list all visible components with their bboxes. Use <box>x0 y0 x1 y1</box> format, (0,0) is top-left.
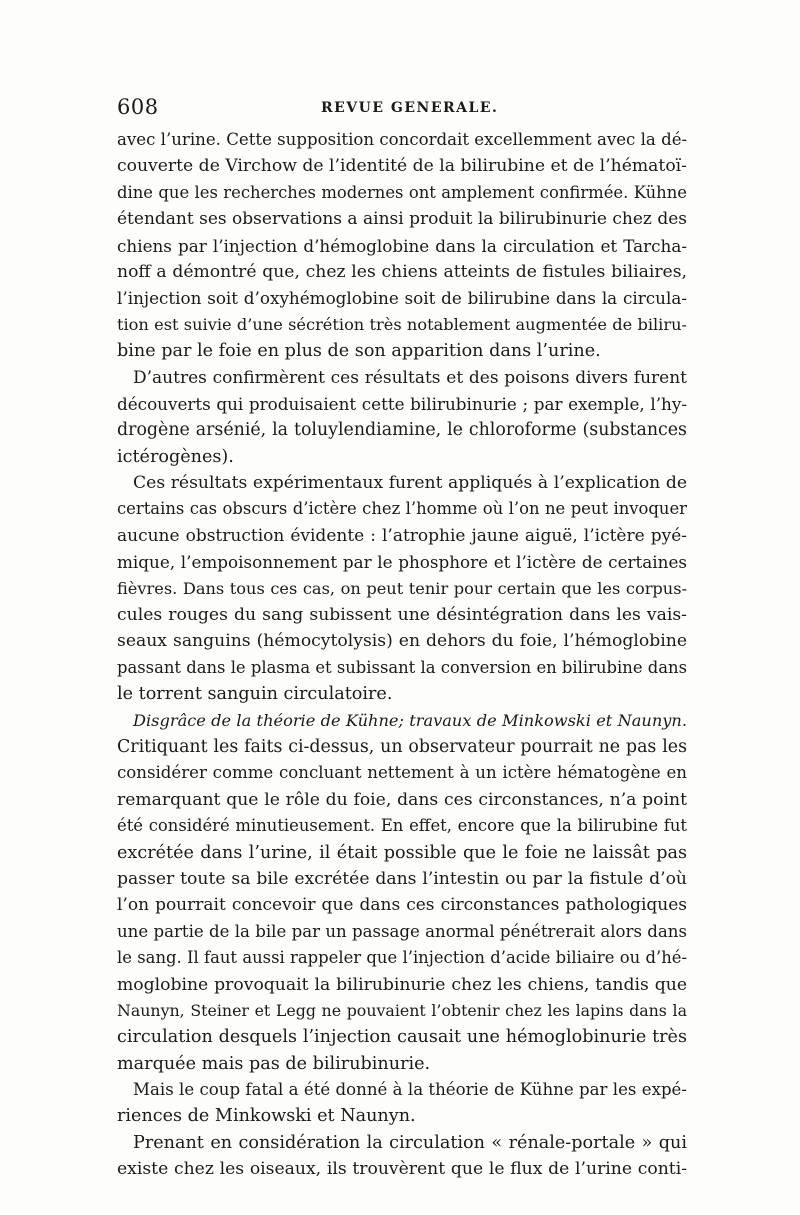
text-line: bine par le foie en plus de son apparition dans l’urine. <box>117 341 601 362</box>
text-line: chiens par l’injection d’hémoglobine dans la circulation et Tarcha- <box>117 235 687 256</box>
page-header <box>117 95 687 123</box>
text-line: seaux sanguins (hémocytolysis) en dehors du foie, l’hémoglobine <box>117 631 687 652</box>
body-text <box>117 127 687 1183</box>
page-number: 608 <box>117 95 159 119</box>
text-line: cules rouges du sang subissent une désintégration dans les vais- <box>117 605 687 626</box>
text-line: circulation desquels l’injection causait une hémoglobinurie très <box>117 1027 687 1048</box>
text-line: excrétée dans l’urine, il était possible que le foie ne laissât pas <box>117 842 687 863</box>
text-line: l’on pourrait concevoir que dans ces circonstances pathologiques <box>117 895 687 916</box>
text-line: le sang. Il faut aussi rappeler que l’injection d’acide biliaire ou d’hé- <box>117 948 687 968</box>
text-line: mique, l’empoisonnement par le phosphore et l’ictère de certaines <box>117 552 687 573</box>
text-line: remarquant que le rôle du foie, dans ces circonstances, n’a point <box>117 789 687 810</box>
text-line: une partie de la bile par un passage anormal pénétrerait alors dans <box>117 921 687 941</box>
text-line: découverts qui produisaient cette bilirubinurie ; par exemple, l’hy- <box>117 393 687 414</box>
text-line: le torrent sanguin circulatoire. <box>117 684 393 705</box>
text-line: étendant ses observations a ainsi produit la bilirubinurie chez des <box>117 209 687 230</box>
text-line: drogène arsénié, la toluylendiamine, le chloroforme (substances <box>117 420 687 441</box>
text-line: moglobine provoquait la bilirubinurie chez les chiens, tandis que <box>117 974 687 995</box>
section-heading: Disgrâce de la théorie de Kühne; travaux de Minkowski et Naunyn. <box>133 710 687 730</box>
text-line: tion est suivie d’une sécrétion très notablement augmentée de biliru- <box>117 314 687 334</box>
text-line: l’injection soit d’oxyhémoglobine soit de bilirubine dans la circula- <box>117 288 687 309</box>
text-line: existe chez les oiseaux, ils trouvèrent que le flux de l’urine conti- <box>117 1159 687 1180</box>
text-line: aucune obstruction évidente : l’atrophie jaune aiguë, l’ictère pyé- <box>117 525 687 546</box>
text-line: Prenant en considération la circulation « rénale-portale » qui <box>133 1132 687 1153</box>
text-line: riences de Minkowski et Naunyn. <box>117 1106 416 1127</box>
text-line: fièvres. Dans tous ces cas, on peut tenir pour certain que les corpus- <box>117 578 687 598</box>
text-line: noff a démontré que, chez les chiens atteints de fistules biliaires, <box>117 261 687 282</box>
text-line: dine que les recherches modernes ont amplement confirmée. Kühne <box>117 182 687 202</box>
text-line: Mais le coup fatal a été donné à la théorie de Kühne par les expé- <box>133 1080 687 1100</box>
text-line: passant dans le plasma et subissant la conversion en bilirubine dans <box>117 657 687 677</box>
text-line: ictérogènes). <box>117 446 234 467</box>
text-line: marquée mais pas de bilirubinurie. <box>117 1053 431 1074</box>
running-head: REVUE GENERALE. <box>321 100 499 116</box>
text-line: passer toute sa bile excrétée dans l’intestin ou par la fistule d’où <box>117 868 687 889</box>
text-line: Critiquant les faits ci-dessus, un observateur pourrait ne pas les <box>117 736 687 757</box>
text-line: couverte de Virchow de l’identité de la bilirubine et de l’hématoï- <box>117 156 687 177</box>
text-line: Ces résultats expérimentaux furent appliqués à l’explication de <box>133 473 687 494</box>
text-line: considérer comme concluant nettement à un ictère hématogène en <box>117 763 687 783</box>
text-line: D’autres confirmèrent ces résultats et des poisons divers furent <box>133 367 687 388</box>
text-line: certains cas obscurs d’ictère chez l’homme où l’on ne peut invoquer <box>117 499 687 519</box>
text-line: avec l’urine. Cette supposition concordait excellemment avec la dé- <box>117 130 687 149</box>
text-line: été considéré minutieusement. En effet, encore que la bilirubine fut <box>117 816 687 836</box>
text-line: Naunyn, Steiner et Legg ne pouvaient l’obtenir chez les lapins dans la <box>117 1000 687 1020</box>
